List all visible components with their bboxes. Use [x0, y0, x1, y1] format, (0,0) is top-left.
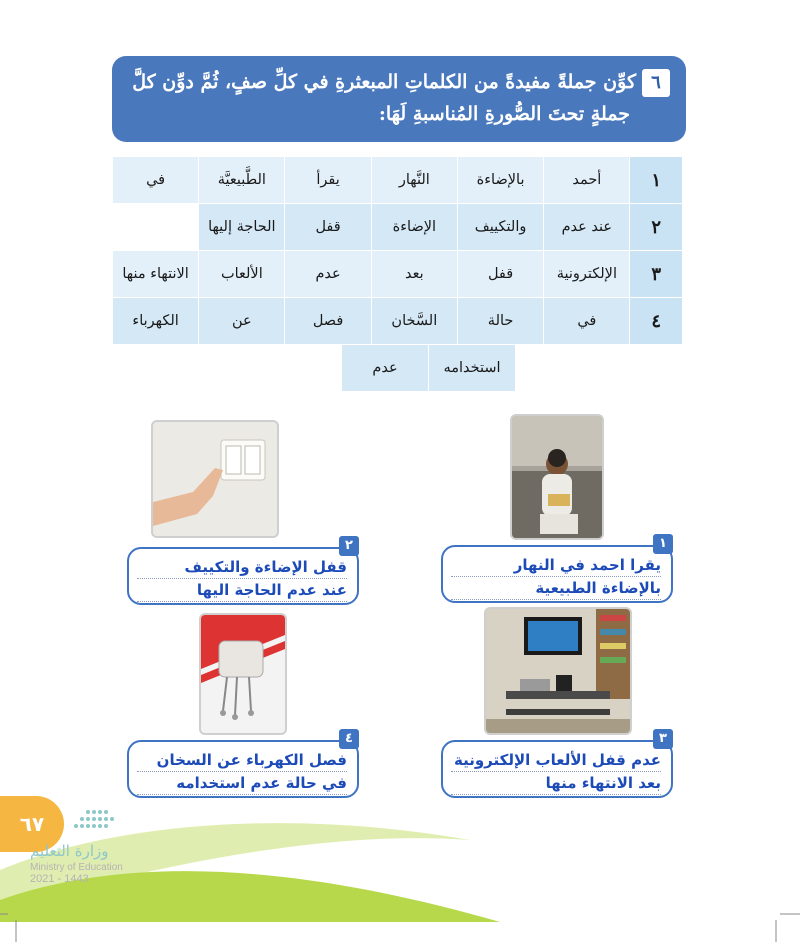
answer-box-2: [127, 538, 359, 605]
boy-reading-illustration: [512, 416, 602, 538]
word-cell: الألعاب: [199, 251, 284, 297]
word-cell: عند عدم: [544, 204, 629, 250]
word-cell: قفل: [458, 251, 543, 297]
answer-line: يقرا احمد في النهار: [451, 554, 661, 577]
answer-box-4: [127, 731, 359, 798]
exercise-number-badge: ٦: [642, 69, 670, 97]
word-cell: السَّخان: [372, 298, 457, 344]
word-cell: فصل: [285, 298, 370, 344]
empty-cell: [113, 204, 198, 250]
answer-line: فصل الكهرباء عن السخان: [137, 749, 347, 772]
tv-console-photo: [484, 607, 632, 735]
word-cell: في: [544, 298, 629, 344]
word-cell: يقرأ: [285, 157, 370, 203]
answer-tag: ١: [653, 534, 673, 554]
answer-tag: ٢: [339, 536, 359, 556]
word-cell: الطَّبيعيَّة: [199, 157, 284, 203]
table-row: [112, 298, 682, 344]
ministry-name-ar: وزارة التعليم: [30, 842, 109, 860]
word-cell: عدم: [285, 251, 370, 297]
boy-reading-photo: [510, 414, 604, 540]
instruction-line-1: [126, 66, 670, 98]
row-number: ٤: [630, 298, 682, 344]
instruction-line-2: جملةٍ تحتَ الصُّورةِ المُناسبةِ لَهَا:: [378, 103, 630, 125]
answer-line: بالإضاءة الطبيعية: [451, 577, 661, 600]
word-cell: عن: [199, 298, 284, 344]
word-cell: في: [113, 157, 198, 203]
answer-box-3: [441, 731, 673, 798]
word-cell: النَّهار: [372, 157, 457, 203]
row-number: ٣: [630, 251, 682, 297]
word-cell: أحمد: [544, 157, 629, 203]
word-cell: استخدامه: [429, 345, 515, 391]
word-cell: عدم: [342, 345, 428, 391]
answer-line: عدم قفل الألعاب الإلكترونية: [451, 749, 661, 772]
scrambled-words-table: [112, 157, 682, 392]
light-switch-illustration: [153, 422, 277, 536]
light-switch-photo: [151, 420, 279, 538]
table-row: [112, 345, 515, 391]
table-row: [112, 157, 682, 203]
word-cell: بعد: [372, 251, 457, 297]
word-cell: الإضاءة: [372, 204, 457, 250]
ministry-logo: [30, 806, 170, 885]
tv-console-illustration: [486, 609, 630, 733]
row-number: ٢: [630, 204, 682, 250]
table-row: [112, 204, 682, 250]
edition-year: 2021 - 1443: [30, 873, 89, 885]
word-cell: بالإضاءة: [458, 157, 543, 203]
answer-box-1: [441, 536, 673, 603]
exercise-instruction: [112, 56, 686, 142]
word-cell: الانتهاء منها: [113, 251, 198, 297]
water-heater-photo: [199, 613, 287, 735]
word-cell: حالة: [458, 298, 543, 344]
crop-marks: [0, 890, 800, 942]
word-cell: الكهرباء: [113, 298, 198, 344]
answer-line: عند عدم الحاجة اليها: [137, 579, 347, 602]
water-heater-illustration: [201, 615, 285, 733]
page-number: ٦٧: [0, 796, 64, 852]
word-cell: والتكييف: [458, 204, 543, 250]
table-row: [112, 251, 682, 297]
answer-line: بعد الانتهاء منها: [451, 772, 661, 795]
word-cell: قفل: [285, 204, 370, 250]
instruction-text-1: كوِّن جملةً مفيدةً من الكلماتِ المبعثرةِ في كلِّ صفٍ، ثُمَّ دوِّن كلَّ: [132, 71, 636, 93]
ministry-name-en: Ministry of Education: [30, 862, 123, 873]
word-cell: الحاجة إليها: [199, 204, 284, 250]
answer-tag: ٣: [653, 729, 673, 749]
dots-logo-icon: [30, 806, 120, 836]
answer-tag: ٤: [339, 729, 359, 749]
answer-line: قفل الإضاءة والتكييف: [137, 556, 347, 579]
row-number: ١: [630, 157, 682, 203]
answer-line: في حالة عدم استخدامه: [137, 772, 347, 795]
word-cell: الإلكترونية: [544, 251, 629, 297]
